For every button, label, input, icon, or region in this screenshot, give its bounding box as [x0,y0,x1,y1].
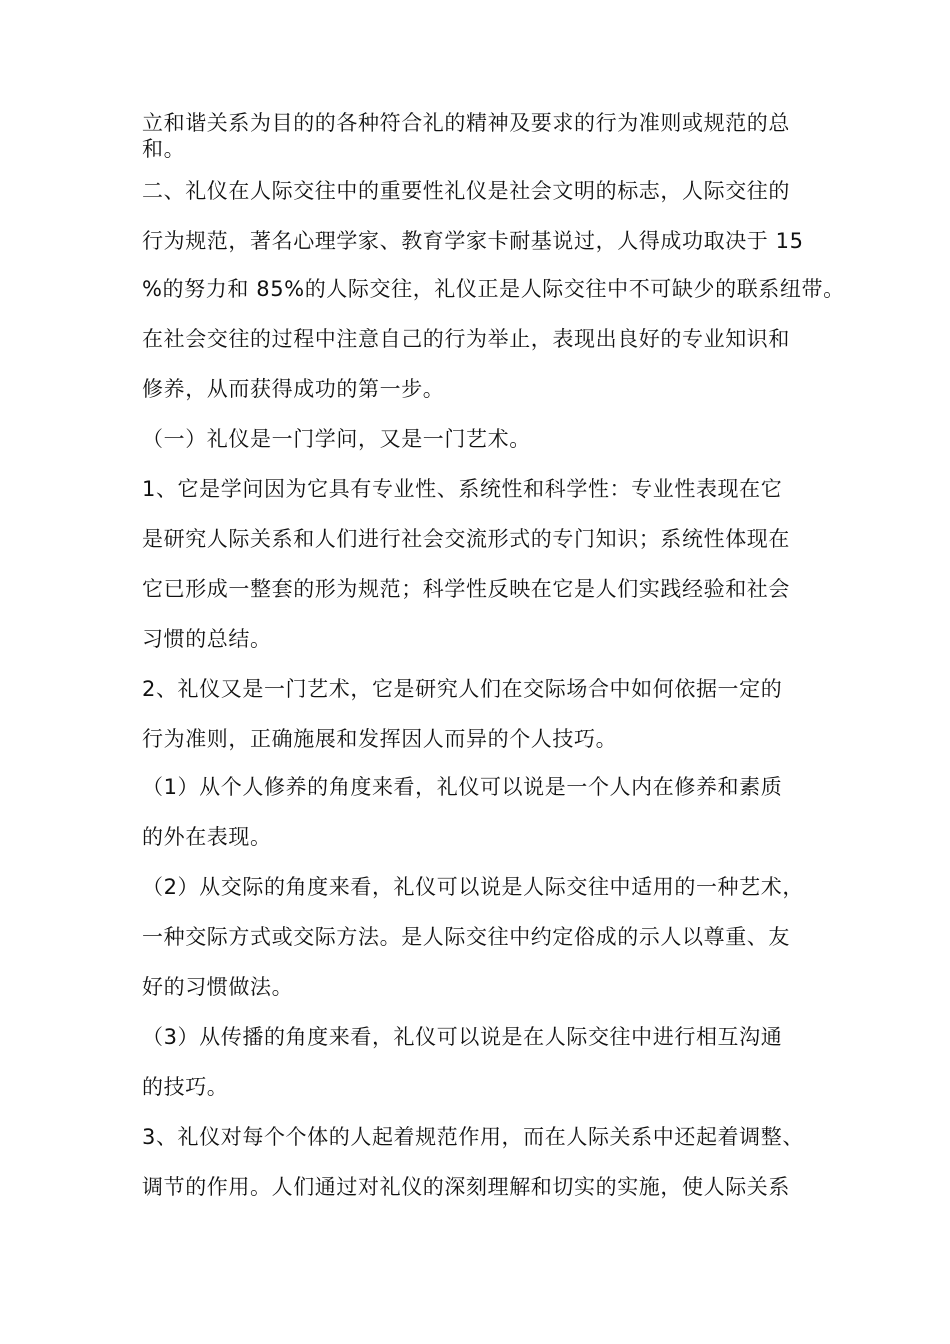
text-line: （1）从个人修养的角度来看，礼仪可以说是一个人内在修养和素质 [142,775,783,799]
text-line: 的技巧。 [142,1075,229,1099]
text-line: 2、礼仪又是一门艺术，它是研究人们在交际场合中如何依据一定的 [142,677,783,701]
text-line: 修养，从而获得成功的第一步。 [142,377,445,401]
text-line: 它已形成一整套的形为规范；科学性反映在它是人们实践经验和社会 [142,577,790,601]
text-line: 的外在表现。 [142,825,272,849]
text-line: 立和谐关系为目的的各种符合礼的精神及要求的行为准则或规范的总 [142,111,790,135]
text-line: （2）从交际的角度来看，礼仪可以说是人际交往中适用的一种艺术， [142,875,804,899]
text-line: 行为规范，著名心理学家、教育学家卡耐基说过，人得成功取决于 15 [142,229,804,253]
text-line: 二、礼仪在人际交往中的重要性礼仪是社会文明的标志，人际交往的 [142,179,790,203]
text-line: 好的习惯做法。 [142,975,294,999]
text-line: 1、它是学问因为它具有专业性、系统性和科学性：专业性表现在它 [142,477,783,501]
text-line: %的努力和 85%的人际交往，礼仪正是人际交往中不可缺少的联系纽带。 [142,277,845,301]
text-line: （3）从传播的角度来看，礼仪可以说是在人际交往中进行相互沟通 [142,1025,783,1049]
text-line: 是研究人际关系和人们进行社会交流形式的专门知识；系统性体现在 [142,527,790,551]
text-line: 和。 [142,137,186,161]
text-line: 一种交际方式或交际方法。是人际交往中约定俗成的示人以尊重、友 [142,925,790,949]
text-line: 调节的作用。人们通过对礼仪的深刻理解和切实的实施，使人际关系 [142,1175,790,1199]
text-line: 在社会交往的过程中注意自己的行为举止，表现出良好的专业知识和 [142,327,790,351]
text-line: 习惯的总结。 [142,627,272,651]
text-line: 3、礼仪对每个个体的人起着规范作用，而在人际关系中还起着调整、 [142,1125,804,1149]
text-line: 行为准则，正确施展和发挥因人而异的个人技巧。 [142,727,618,751]
text-line: （一）礼仪是一门学问，又是一门艺术。 [142,427,531,451]
